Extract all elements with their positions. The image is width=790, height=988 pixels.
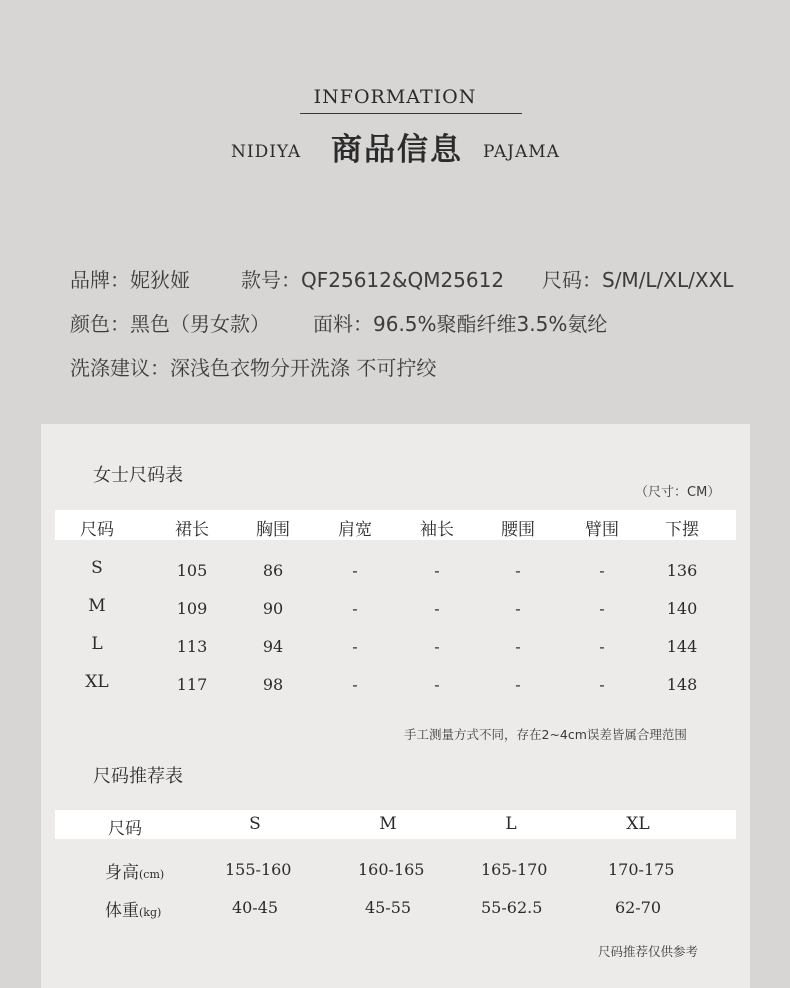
recommend-height-cell: 155-160 bbox=[225, 860, 292, 879]
recommend-weight-cell: 40-45 bbox=[231, 898, 279, 917]
brand-name-left: NIDIYA bbox=[231, 142, 302, 162]
height-unit: (cm) bbox=[139, 868, 165, 881]
size-chart-cell: 94 bbox=[262, 637, 284, 656]
size-chart-cell: - bbox=[434, 599, 440, 618]
recommend-header-cell: L bbox=[505, 814, 517, 834]
size-chart-cell: 136 bbox=[666, 561, 698, 580]
size-chart-cell: - bbox=[515, 637, 521, 656]
recommend-weight-cell: 55-62.5 bbox=[481, 898, 543, 917]
recommend-header-cell: S bbox=[249, 814, 261, 834]
size-chart-cell: - bbox=[352, 637, 358, 656]
size-chart-cell: - bbox=[599, 675, 605, 694]
height-row-label bbox=[105, 858, 164, 883]
recommend-header-cell: 尺码 bbox=[108, 819, 142, 839]
recommend-weight-cell: 62-70 bbox=[614, 898, 662, 917]
heading-divider bbox=[300, 113, 522, 114]
meta-style-number: 款号：QF25612&QM25612 bbox=[241, 268, 505, 292]
size-chart-unit: （尺寸：CM） bbox=[635, 485, 721, 500]
meta-fabric: 面料：96.5%聚酯纤维3.5%氨纶 bbox=[313, 312, 608, 336]
size-chart-cell: - bbox=[434, 561, 440, 580]
information-heading: INFORMATION bbox=[313, 86, 477, 108]
size-chart-cell: L bbox=[91, 634, 103, 654]
meta-brand: 品牌：妮狄娅 bbox=[70, 268, 190, 292]
size-chart-header-cell: 腰围 bbox=[501, 520, 535, 540]
size-chart-cell: - bbox=[352, 561, 358, 580]
size-chart-cell: - bbox=[599, 599, 605, 618]
page-title: 商品信息 bbox=[331, 132, 463, 168]
recommend-height-cell: 170-175 bbox=[608, 860, 675, 879]
size-chart-cell: - bbox=[515, 599, 521, 618]
size-chart-note: 手工测量方式不同，存在2~4cm误差皆属合理范围 bbox=[404, 727, 687, 742]
size-chart-cell: 113 bbox=[176, 637, 208, 656]
size-chart-cell: 144 bbox=[666, 637, 698, 656]
size-chart-cell: 117 bbox=[176, 675, 208, 694]
size-chart-cell: - bbox=[515, 561, 521, 580]
size-chart-cell: 90 bbox=[262, 599, 284, 618]
recommend-weight-cell: 45-55 bbox=[364, 898, 412, 917]
recommend-note: 尺码推荐仅供参考 bbox=[598, 944, 699, 959]
weight-label: 体重 bbox=[105, 901, 139, 921]
size-chart-cell: XL bbox=[85, 672, 109, 692]
size-chart-header-cell: 裙长 bbox=[175, 520, 209, 540]
size-chart-header-cell: 臂围 bbox=[585, 520, 619, 540]
size-chart-header-cell: 胸围 bbox=[256, 520, 290, 540]
size-chart-cell: - bbox=[515, 675, 521, 694]
recommend-height-cell: 165-170 bbox=[481, 860, 548, 879]
size-chart-cell: S bbox=[91, 558, 103, 578]
weight-row-label bbox=[105, 896, 161, 921]
size-chart-cell: 86 bbox=[262, 561, 284, 580]
size-chart-cell: - bbox=[434, 637, 440, 656]
meta-wash: 洗涤建议：深浅色衣物分开洗涤 不可拧绞 bbox=[70, 356, 437, 380]
height-label: 身高 bbox=[105, 863, 139, 883]
size-chart-cell: 98 bbox=[262, 675, 284, 694]
size-chart-cell: - bbox=[352, 675, 358, 694]
size-chart-cell: 148 bbox=[666, 675, 698, 694]
recommend-header-cell: M bbox=[379, 814, 397, 834]
recommend-height-cell: 160-165 bbox=[358, 860, 425, 879]
size-chart-cell: 105 bbox=[176, 561, 208, 580]
size-chart-header-cell: 袖长 bbox=[420, 520, 454, 540]
size-chart-cell: 109 bbox=[176, 599, 208, 618]
meta-sizes: 尺码：S/M/L/XL/XXL bbox=[542, 268, 734, 292]
size-chart-header-cell: 尺码 bbox=[80, 520, 114, 540]
size-chart-cell: 140 bbox=[666, 599, 698, 618]
size-chart-header-band bbox=[55, 510, 736, 540]
size-chart-cell: M bbox=[88, 596, 106, 616]
brand-name-right: PAJAMA bbox=[483, 142, 560, 162]
weight-unit: (kg) bbox=[139, 906, 162, 919]
size-chart-title: 女士尺码表 bbox=[93, 465, 183, 486]
size-chart-cell: - bbox=[352, 599, 358, 618]
meta-color: 颜色：黑色（男女款） bbox=[70, 312, 270, 336]
size-chart-cell: - bbox=[599, 637, 605, 656]
recommend-title: 尺码推荐表 bbox=[93, 766, 183, 787]
size-chart-cell: - bbox=[599, 561, 605, 580]
size-chart-header-cell: 肩宽 bbox=[338, 520, 372, 540]
recommend-header-cell: XL bbox=[626, 814, 650, 834]
size-chart-header-cell: 下摆 bbox=[665, 520, 699, 540]
size-chart-cell: - bbox=[434, 675, 440, 694]
